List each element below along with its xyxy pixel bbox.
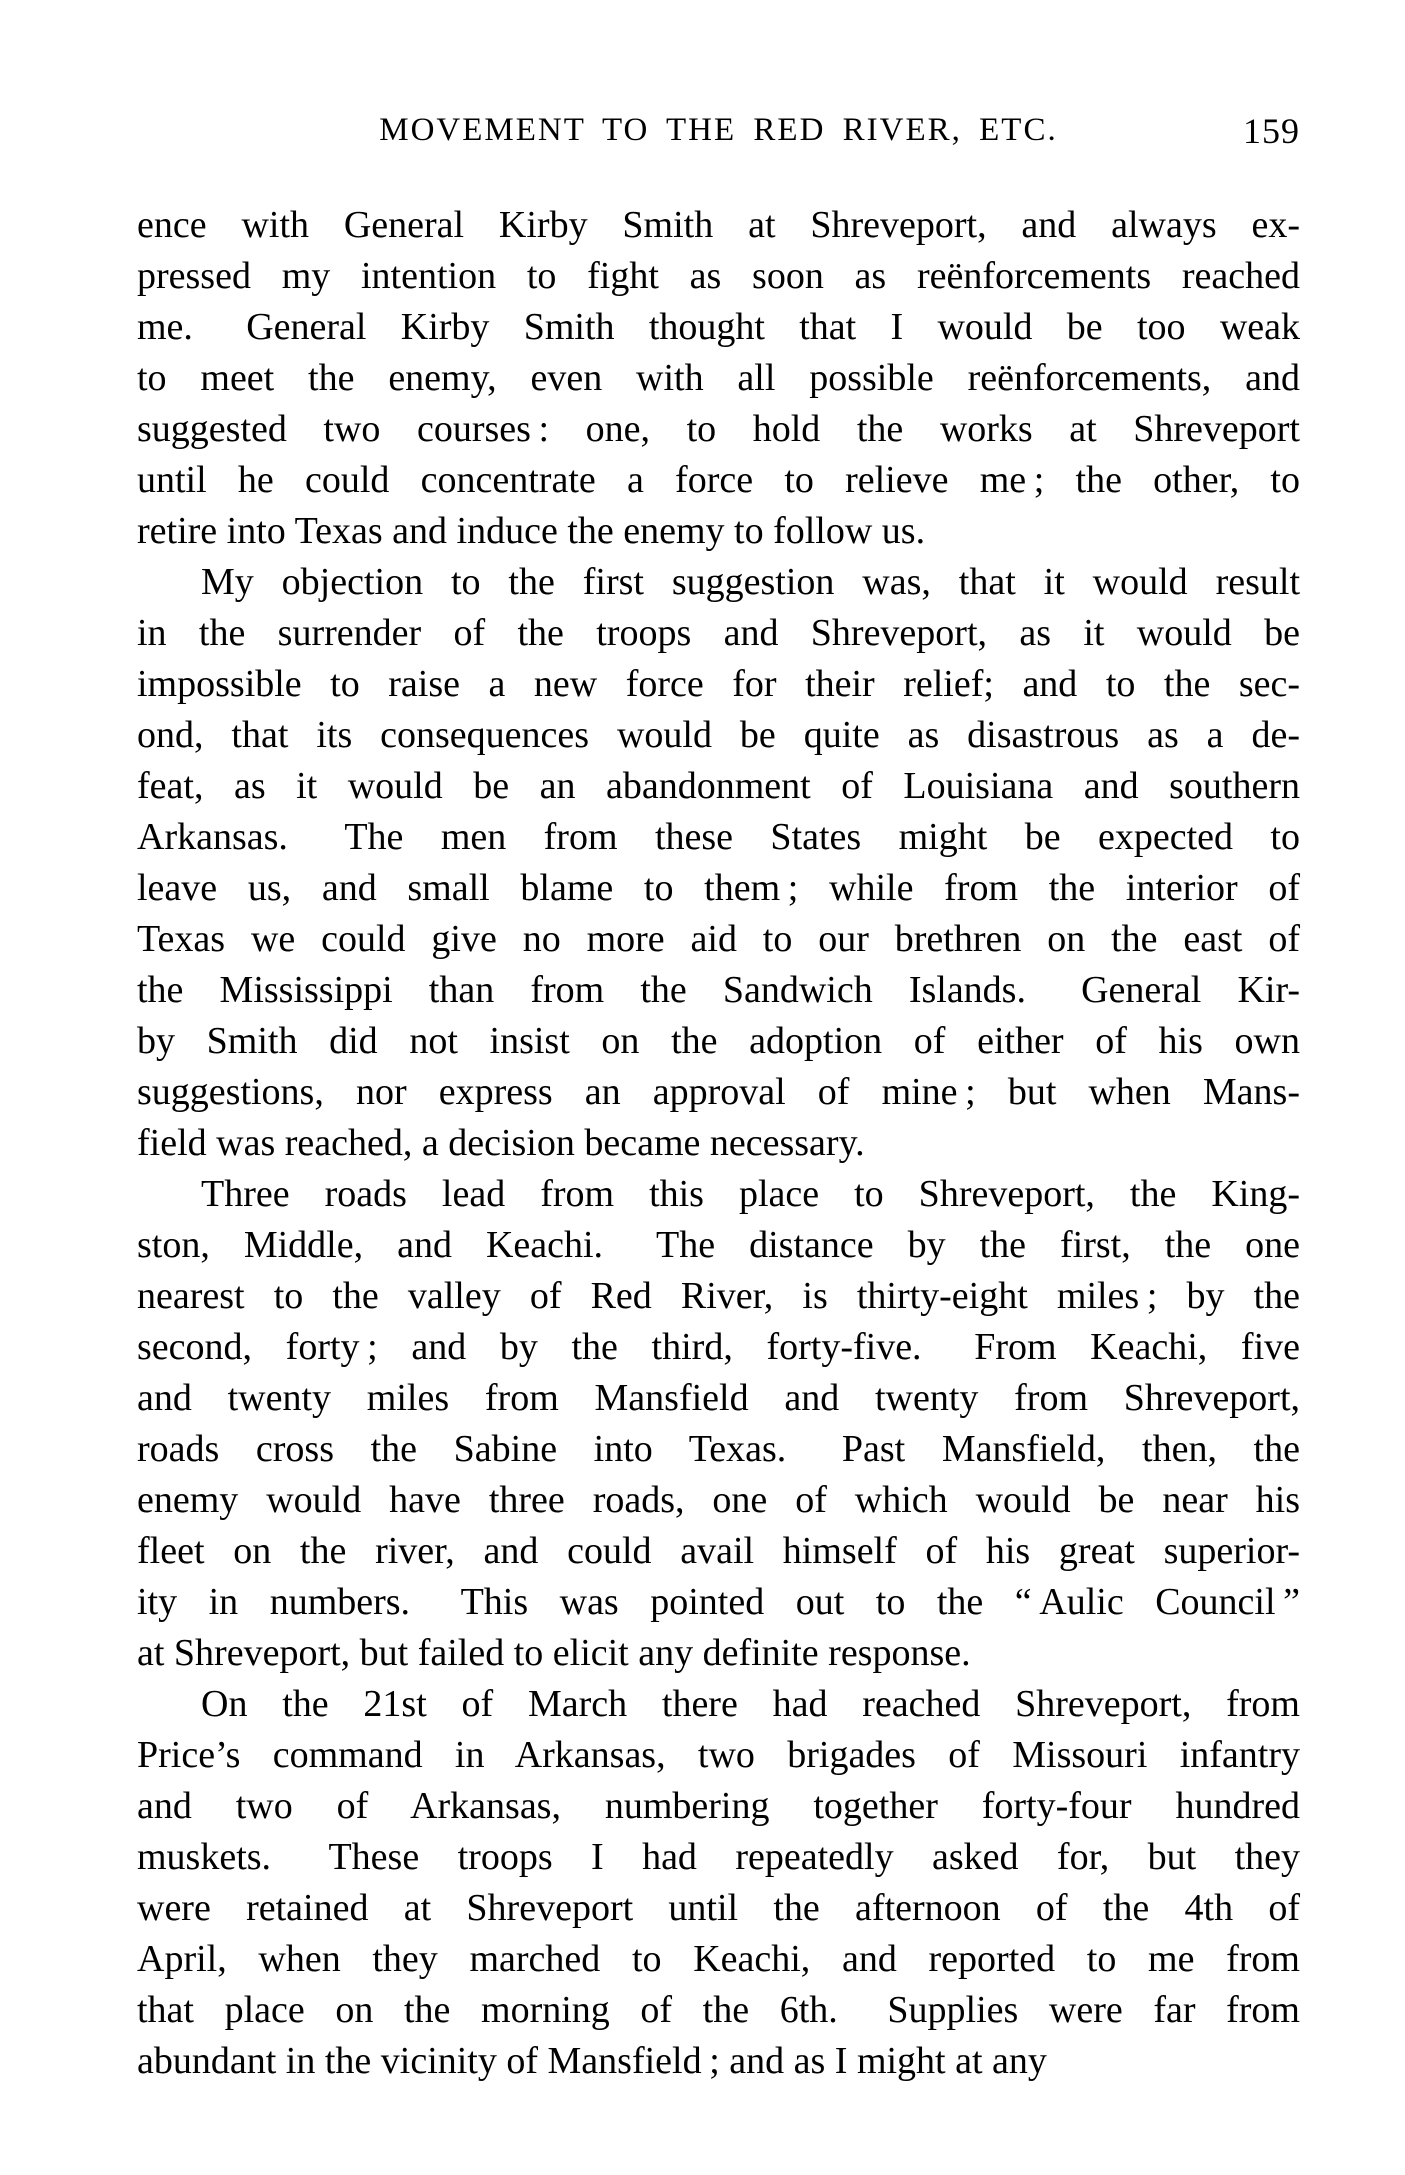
text-line: to meet the enemy, even with all possible reënforcements, and — [137, 357, 1300, 399]
text-line: retire into Texas and induce the enemy to follow us. — [137, 510, 926, 552]
paragraph — [137, 1679, 1300, 2087]
text-line: the Mississippi than from the Sandwich Islands. General Kir- — [137, 969, 1300, 1011]
text-line: Arkansas. The men from these States might be expected to — [137, 816, 1300, 858]
text-line: me. General Kirby Smith thought that I would be too weak — [137, 306, 1300, 348]
text-line: ston, Middle, and Keachi. The distance by the first, the one — [137, 1224, 1300, 1266]
text-line: Price’s command in Arkansas, two brigades of Missouri infantry — [137, 1734, 1300, 1776]
text-line: impossible to raise a new force for their relief; and to the sec- — [137, 663, 1300, 705]
text-line: that place on the morning of the 6th. Supplies were far from — [137, 1989, 1300, 2031]
paragraph — [137, 1169, 1300, 1679]
paragraph — [137, 557, 1300, 1169]
body-text — [137, 200, 1300, 2087]
text-line: at Shreveport, but failed to elicit any definite response. — [137, 1632, 971, 1674]
text-line: My objection to the first suggestion was, that it would result — [201, 561, 1300, 603]
text-line: enemy would have three roads, one of which would be near his — [137, 1479, 1300, 1521]
page-header-title: MOVEMENT TO THE RED RIVER, ETC. — [379, 112, 1058, 148]
text-line: Three roads lead from this place to Shreveport, the King- — [201, 1173, 1300, 1215]
text-line: second, forty ; and by the third, forty-five. From Keachi, five — [137, 1326, 1300, 1368]
text-line: were retained at Shreveport until the afternoon of the 4th of — [137, 1887, 1300, 1929]
text-line: fleet on the river, and could avail himself of his great superior- — [137, 1530, 1300, 1572]
text-line: Texas we could give no more aid to our brethren on the east of — [137, 918, 1300, 960]
text-line: On the 21st of March there had reached Shreveport, from — [201, 1683, 1300, 1725]
text-line: leave us, and small blame to them ; while from the interior of — [137, 867, 1300, 909]
text-line: by Smith did not insist on the adoption of either of his own — [137, 1020, 1300, 1062]
text-line: suggestions, nor express an approval of mine ; but when Mans- — [137, 1071, 1300, 1113]
text-line: suggested two courses : one, to hold the works at Shreveport — [137, 408, 1300, 450]
text-line: ence with General Kirby Smith at Shreveport, and always ex- — [137, 204, 1300, 246]
text-line: muskets. These troops I had repeatedly asked for, but they — [137, 1836, 1300, 1878]
text-line: pressed my intention to fight as soon as reënforcements reached — [137, 255, 1300, 297]
paragraph — [137, 200, 1300, 557]
text-line: in the surrender of the troops and Shreveport, as it would be — [137, 612, 1300, 654]
text-line: feat, as it would be an abandonment of Louisiana and southern — [137, 765, 1300, 807]
text-line: roads cross the Sabine into Texas. Past Mansfield, then, the — [137, 1428, 1300, 1470]
text-line: and twenty miles from Mansfield and twenty from Shreveport, — [137, 1377, 1300, 1419]
text-line: ond, that its consequences would be quite as disastrous as a de- — [137, 714, 1300, 756]
text-line: until he could concentrate a force to relieve me ; the other, to — [137, 459, 1300, 501]
text-line: field was reached, a decision became necessary. — [137, 1122, 865, 1164]
text-line: April, when they marched to Keachi, and reported to me from — [137, 1938, 1300, 1980]
running-head — [137, 112, 1300, 156]
text-line: nearest to the valley of Red River, is thirty-eight miles ; by the — [137, 1275, 1300, 1317]
page-number: 159 — [1243, 111, 1300, 151]
text-line: and two of Arkansas, numbering together forty-four hundred — [137, 1785, 1300, 1827]
text-line: ity in numbers. This was pointed out to the “ Aulic Council ” — [137, 1581, 1300, 1623]
text-line: abundant in the vicinity of Mansfield ; and as I might at any — [137, 2040, 1047, 2082]
